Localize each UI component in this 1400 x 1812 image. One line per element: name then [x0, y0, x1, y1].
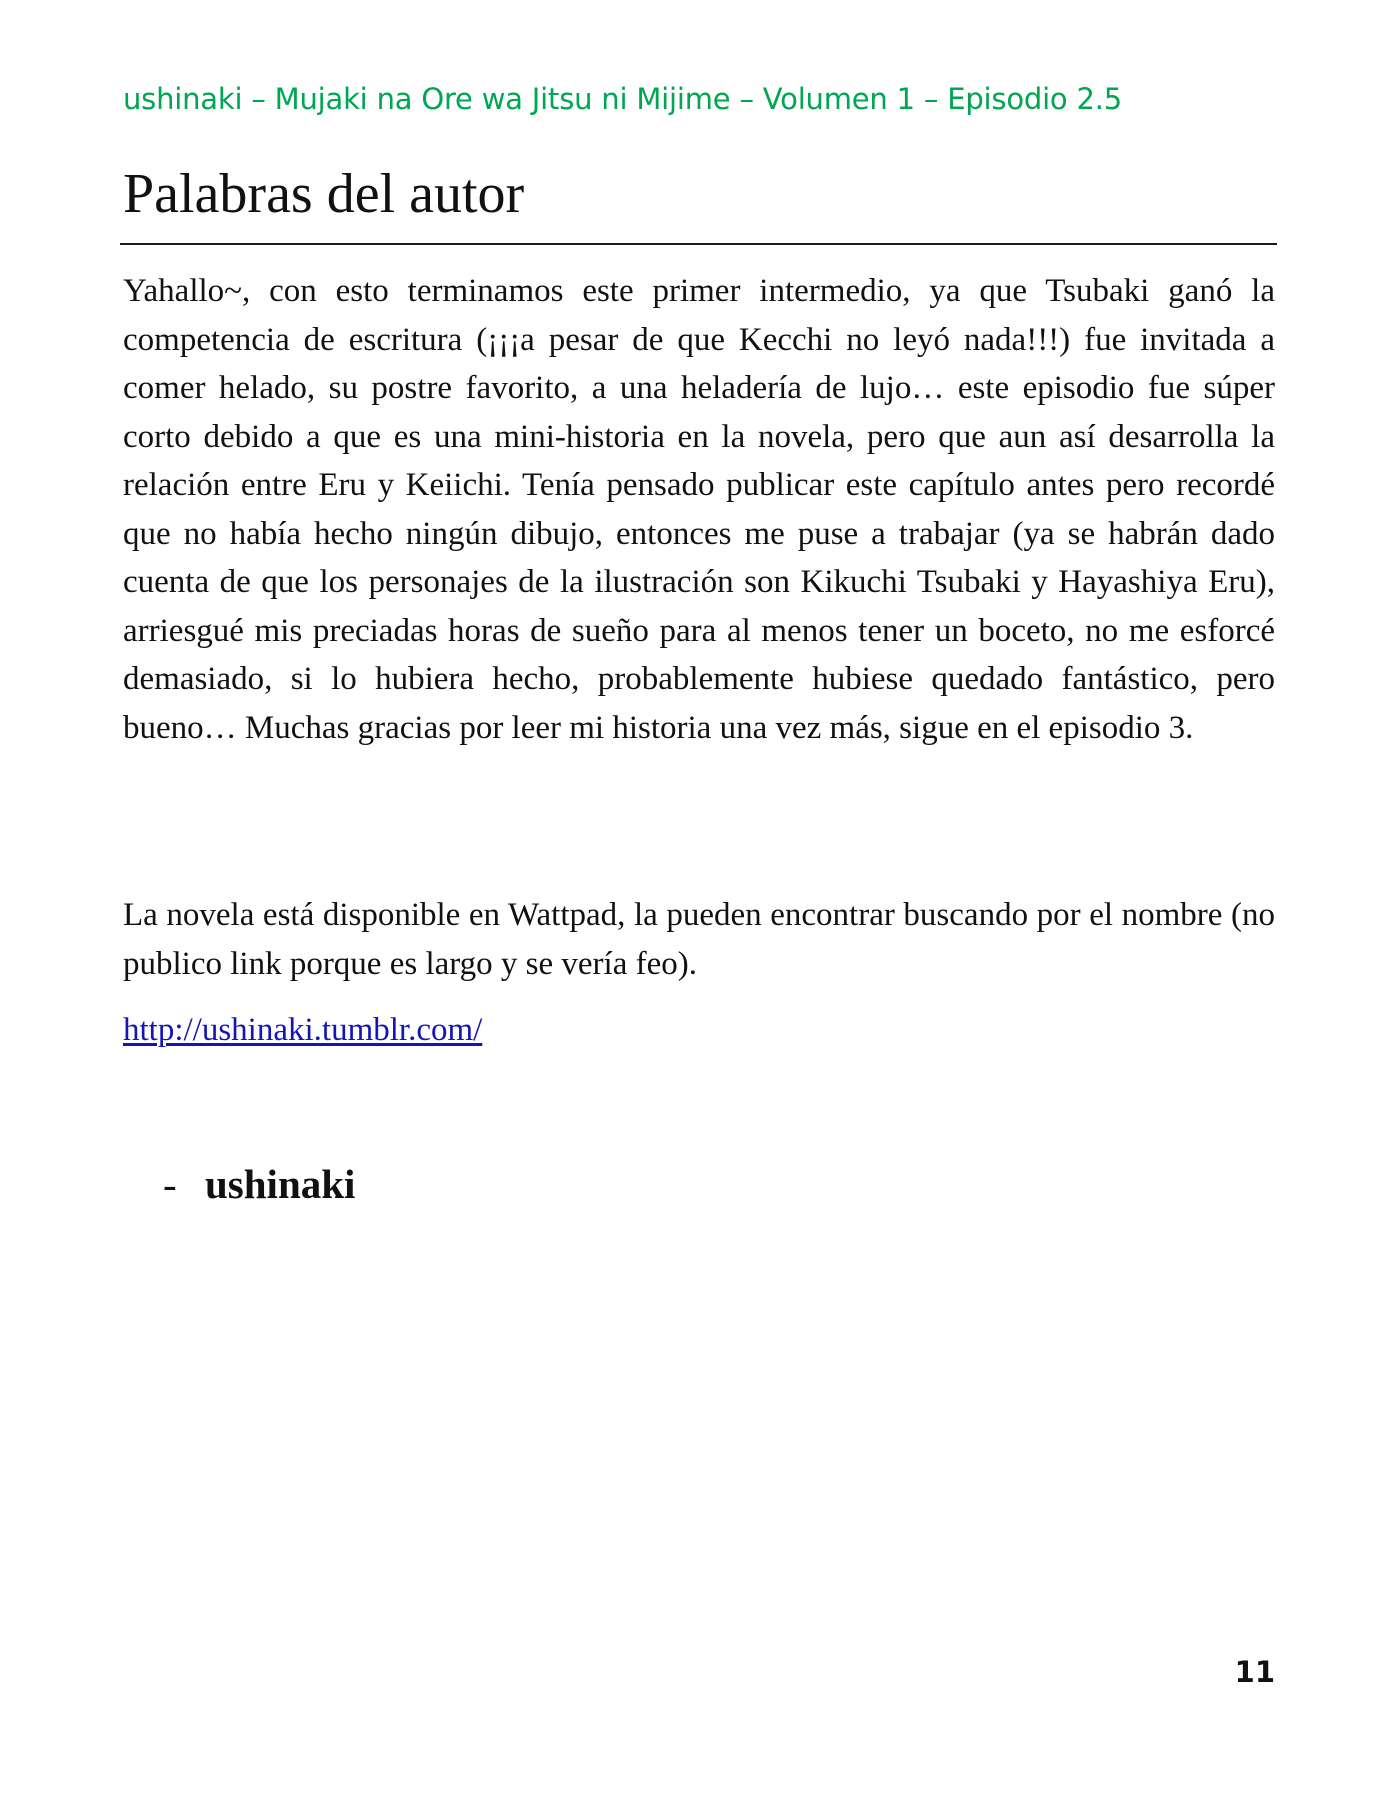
wattpad-note-paragraph: La novela está disponible en Wattpad, la pueden encontrar buscando por el nombre (no publico link porque es largo y se vería feo).	[123, 897, 1275, 982]
signature	[163, 1160, 355, 1208]
page-number: 11	[1234, 1655, 1275, 1689]
signature-name: ushinaki	[205, 1161, 356, 1207]
signature-dash: -	[163, 1161, 177, 1207]
title-underline-rule	[120, 243, 1277, 245]
section-title: Palabras del autor	[123, 163, 525, 225]
author-note-paragraph: Yahallo~, con esto terminamos este primer intermedio, ya que Tsubaki ganó la competencia de escritura (¡¡¡a pesar de que Kecchi no leyó nada!!!) fue invitada a comer helado, su postre favorito, a una heladería de lujo… este episodio fue súper corto debido a que es una mini-historia en la novela, pero que aun así desarrolla la relación entre Eru y Keiichi. Tenía pensado publicar este capítulo antes pero recordé que no había hecho ningún dibujo, entonces me puse a trabajar (ya se habrán dado cuenta de que los personajes de la ilustración son Kikuchi Tsubaki y Hayashiya Eru), arriesgué mis preciadas horas de sueño para al menos tener un boceto, no me esforcé demasiado, si lo hubiera hecho, probablemente hubiese quedado fantástico, pero bueno… Muchas gracias por leer mi historia una vez más, sigue en el episodio 3.	[123, 273, 1275, 746]
running-header: ushinaki – Mujaki na Ore wa Jitsu ni Mijime – Volumen 1 – Episodio 2.5	[123, 82, 1123, 116]
tumblr-link[interactable]: http://ushinaki.tumblr.com/	[123, 1012, 483, 1048]
